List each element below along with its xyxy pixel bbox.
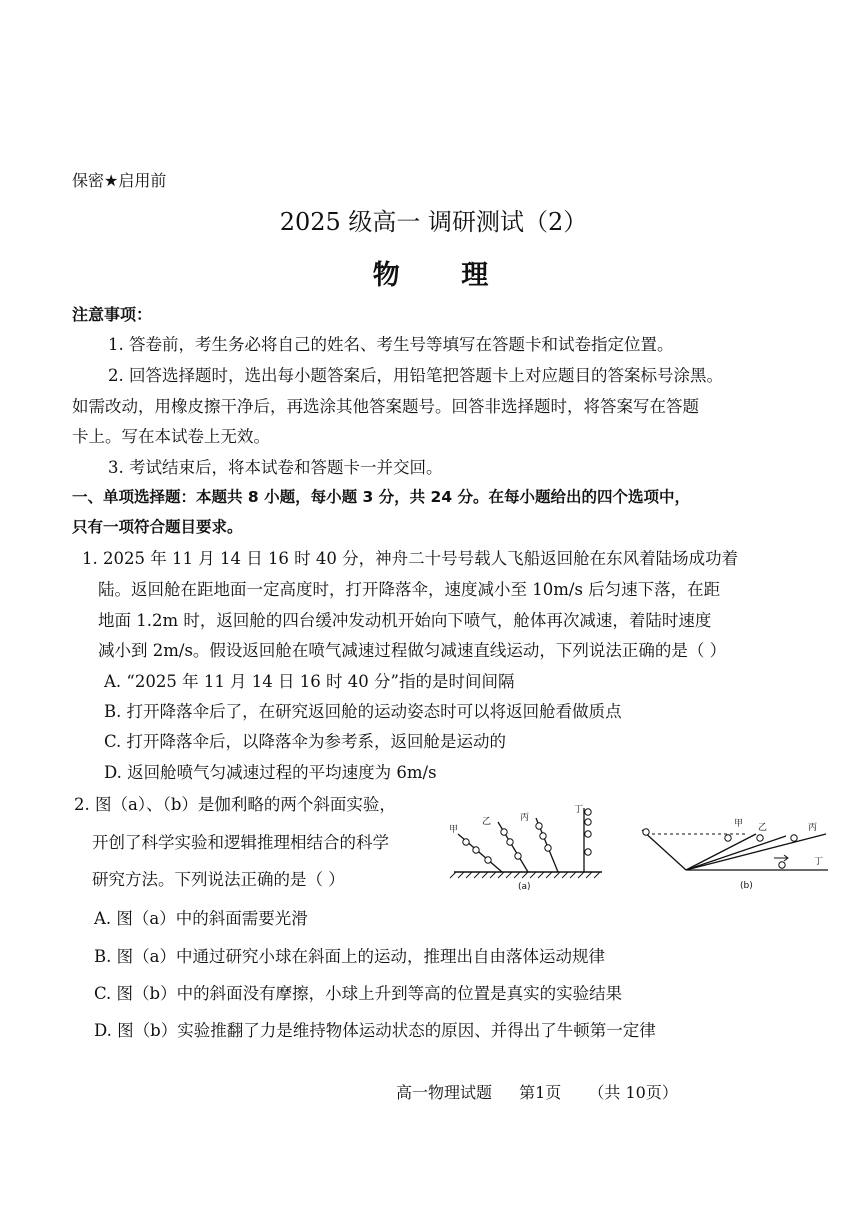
fig-a-caption: (a) <box>518 882 531 892</box>
question-2-line-1: 2. 图（a）、（b）是伽利略的两个斜面实验， <box>74 795 396 814</box>
fig-b-caption: (b) <box>740 881 753 891</box>
question-2-line-3: 研究方法。下列说法正确的是（ ） <box>92 870 345 889</box>
q2-option-c: C. 图（b）中的斜面没有摩擦，小球上升到等高的位置是真实的实验结果 <box>94 984 623 1003</box>
question-2-line-2: 开创了科学实验和逻辑推理相结合的科学 <box>92 833 389 852</box>
q1-option-a: A. “2025 年 11 月 14 日 16 时 40 分”指的是时间间隔 <box>104 672 515 691</box>
q1-option-b: B. 打开降落伞后了，在研究返回舱的运动姿态时可以将返回舱看做质点 <box>104 702 622 721</box>
footer-total-pages: （共 10页） <box>588 1083 678 1102</box>
footer-page-number: 第1页 <box>519 1083 562 1102</box>
note-item-2-cont: 如需改动，用橡皮擦干净后，再选涂其他答案题号。回答非选择题时，将答案写在答题 <box>72 397 699 416</box>
fig-b-label-yi: 乙 <box>758 823 768 833</box>
fig-b-label-jia: 甲 <box>734 819 744 829</box>
footer-exam-name: 高一物理试题 <box>396 1083 493 1102</box>
note-item-2: 2. 回答选择题时，选出每小题答案后，用铅笔把答题卡上对应题目的答案标号涂黑。 <box>108 366 723 385</box>
confidential-mark: 保密★启用前 <box>72 171 167 190</box>
section-heading-cont: 只有一项符合题目要求。 <box>72 518 243 536</box>
note-item-3: 3. 考试结束后，将本试卷和答题卡一并交回。 <box>108 458 443 477</box>
question-1-line-3: 地面 1.2m 时，返回舱的四台缓冲发动机开始向下喷气，舱体再次减速，着陆时速度 <box>98 611 712 630</box>
note-item-2-cont2: 卡上。写在本试卷上无效。 <box>72 427 270 446</box>
question-1-line-1: 1. 2025 年 11 月 14 日 16 时 40 分，神舟二十号号载人飞船返回舱在东风着陆场成功着 <box>82 549 739 568</box>
page-footer <box>396 1080 700 1103</box>
fig-a-label-yi: 乙 <box>482 817 492 827</box>
fig-b-label-bing: 丙 <box>808 823 818 833</box>
q2-option-b: B. 图（a）中通过研究小球在斜面上的运动，推理出自由落体运动规律 <box>94 947 605 966</box>
exam-title: 2025 级高一 调研测试（2） <box>279 208 588 236</box>
section-heading: 一、单项选择题：本题共 8 小题，每小题 3 分，共 24 分。在每小题给出的四个选项中， <box>72 488 691 506</box>
q2-option-d: D. 图（b）实验推翻了力是维持物体运动状态的原因、并得出了牛顿第一定律 <box>94 1021 656 1040</box>
subject-title: 物 理 <box>372 260 515 291</box>
fig-b-label-ding: 丁 <box>814 857 824 867</box>
notes-heading: 注意事项： <box>72 305 153 324</box>
question-1-line-4: 减小到 2m/s。假设返回舱在喷气减速过程做匀减速直线运动，下列说法正确的是（ ） <box>98 641 727 660</box>
fig-a-label-jia: 甲 <box>449 825 459 835</box>
fig-a-label-bing: 丙 <box>520 813 530 823</box>
question-1-line-2: 陆。返回舱在距地面一定高度时，打开降落伞，速度减小至 10m/s 后匀速下落，在距 <box>98 580 721 599</box>
figure-a <box>446 800 608 896</box>
note-item-1: 1. 答卷前，考生务必将自己的姓名、考生号等填写在答题卡和试卷指定位置。 <box>108 335 674 354</box>
q1-option-c: C. 打开降落伞后，以降落伞为参考系，返回舱是运动的 <box>104 732 507 751</box>
q2-option-a: A. 图（a）中的斜面需要光滑 <box>94 909 308 928</box>
q1-option-d: D. 返回舱喷气匀减速过程的平均速度为 6m/s <box>104 763 437 782</box>
figure-b <box>636 806 832 898</box>
fig-a-label-ding: 丁 <box>574 805 584 815</box>
